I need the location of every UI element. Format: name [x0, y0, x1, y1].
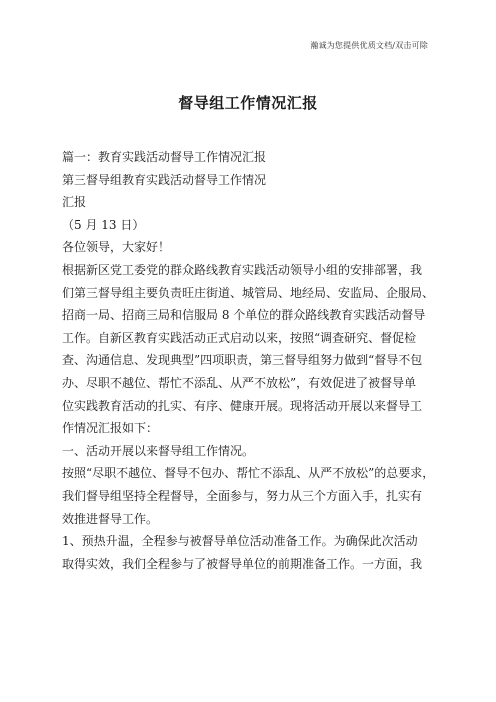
text-line: 根据新区党工委党的群众路线教育实践活动领导小组的安排部署，我: [62, 262, 423, 277]
text-line: 按照“尽职不越位、督导不包办、帮忙不添乱、从严不放松”的总要求，: [62, 466, 435, 481]
text-line: 招商一局、招商三局和信服局 8 个单位的群众路线教育实践活动督导: [62, 308, 426, 323]
document-title: 督导组工作情况汇报: [178, 94, 318, 112]
text-line: 办、尽职不越位、帮忙不添乱、从严不放松”，有效促进了被督导单: [62, 375, 417, 390]
text-line: 我们督导组坚持全程督导，全面参与，努力从三个方面入手，扎实有: [62, 488, 423, 503]
header-note: 瀚诚为您提供优质文档/双击可除: [310, 41, 428, 50]
text-line: （5 月 13 日）: [62, 217, 145, 232]
text-line: 位实践教育活动的扎实、有序、健康开展。现将活动开展以来督导工: [62, 398, 423, 413]
text-line: 汇报: [62, 195, 87, 210]
text-line: 取得实效，我们全程参与了被督导单位的前期准备工作。一方面，我: [62, 556, 423, 571]
text-line: 作情况汇报如下：: [62, 421, 159, 436]
text-line: 篇一：教育实践活动督导工作情况汇报: [62, 150, 267, 164]
document-body: [62, 146, 434, 575]
text-line: 们第三督导组主要负责旺庄街道、城管局、地经局、安监局、企服局、: [62, 285, 435, 300]
text-line: 工作。自新区教育实践活动正式启动以来，按照“调查研究、督促检: [62, 330, 417, 345]
text-line: 第三督导组教育实践活动督导工作情况: [62, 172, 267, 187]
text-line: 1、预热升温，全程参与被督导单位活动准备工作。为确保此次活动: [62, 534, 418, 549]
text-line: 一、活动开展以来督导组工作情况。: [62, 443, 255, 458]
text-line: 查、沟通信息、发现典型”四项职责，第三督导组努力做到“督导不包: [62, 353, 423, 368]
text-line: 各位领导，大家好！: [62, 240, 171, 255]
text-line: 效推进督导工作。: [62, 511, 159, 526]
